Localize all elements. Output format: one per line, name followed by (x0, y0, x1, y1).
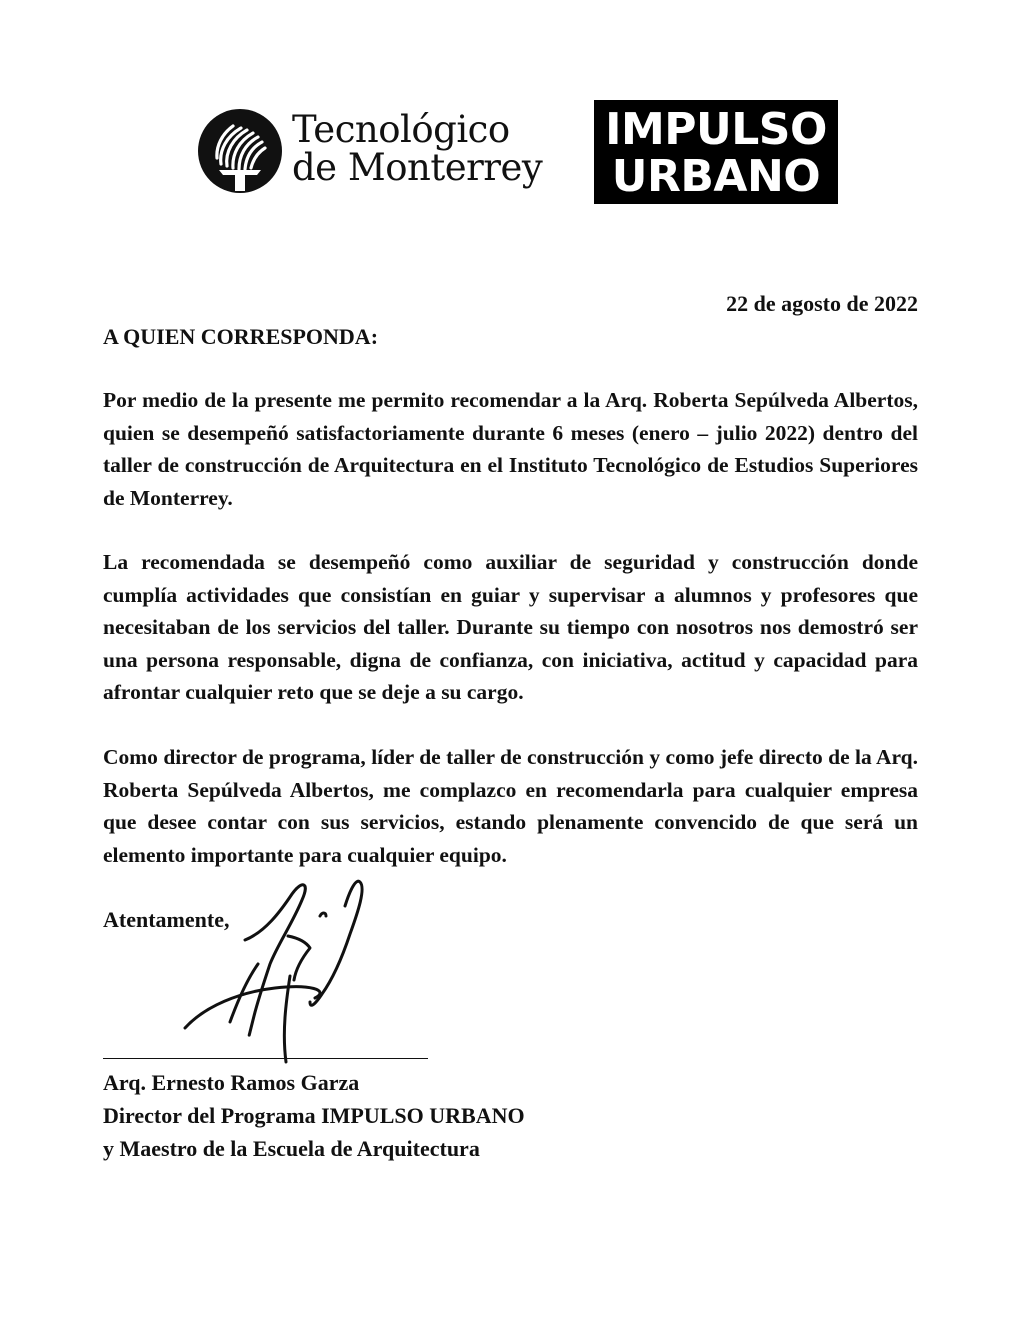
tec-de-monterrey-logo (197, 106, 543, 198)
impulso-logo-line-2: URBANO (611, 151, 821, 202)
tec-logo-line-1: Tecnológico (292, 108, 510, 151)
closing: Atentamente, (103, 907, 230, 932)
signer-title-2: y Maestro de la Escuela de Arquitectura (103, 1136, 480, 1161)
paragraph-3: Como director de programa, líder de taller de construcción y como jefe directo de la Arq. Roberta Sepúlveda Albertos, me complazco en recomendarla para cualquier empresa que desee contar con sus servicios, estando plenamente convencido de que será un elemento importante para cualquier equipo. (103, 745, 918, 867)
signer-block (103, 1066, 525, 1165)
tec-torch-emblem-icon (197, 108, 283, 194)
impulso-logo-line-1: IMPULSO (605, 104, 827, 155)
letterhead (0, 0, 1020, 240)
tec-logo-wordmark (292, 108, 543, 189)
signature-line (103, 1058, 428, 1059)
paragraph-2: La recomendada se desempeñó como auxiliar de seguridad y construcción donde cumplía actividades que consistían en guiar y supervisar a alumnos y profesores que necesitaban de los servicios del taller. Durante su tiempo con nosotros nos demostró ser una persona responsable, digna de confianza, con iniciativa, actitud y capacidad para afrontar cualquier reto que se deje a su cargo. (103, 550, 918, 704)
letter-date: 22 de agosto de 2022 (726, 291, 918, 316)
signer-title: Director del Programa IMPULSO URBANO (103, 1103, 525, 1128)
impulso-urbano-logo (594, 100, 838, 204)
signer-name: Arq. Ernesto Ramos Garza (103, 1070, 360, 1095)
paragraph-1: Por medio de la presente me permito recomendar a la Arq. Roberta Sepúlveda Albertos, quien se desempeñó satisfactoriamente durante 6 meses (enero – julio 2022) dentro del taller de construcción de Arquitectura en el Instituto Tecnológico de Estudios Superiores de Monterrey. (103, 388, 918, 510)
salutation: A QUIEN CORRESPONDA: (103, 324, 379, 349)
handwritten-signature (170, 872, 410, 1072)
tec-logo-line-2: de Monterrey (292, 146, 543, 189)
